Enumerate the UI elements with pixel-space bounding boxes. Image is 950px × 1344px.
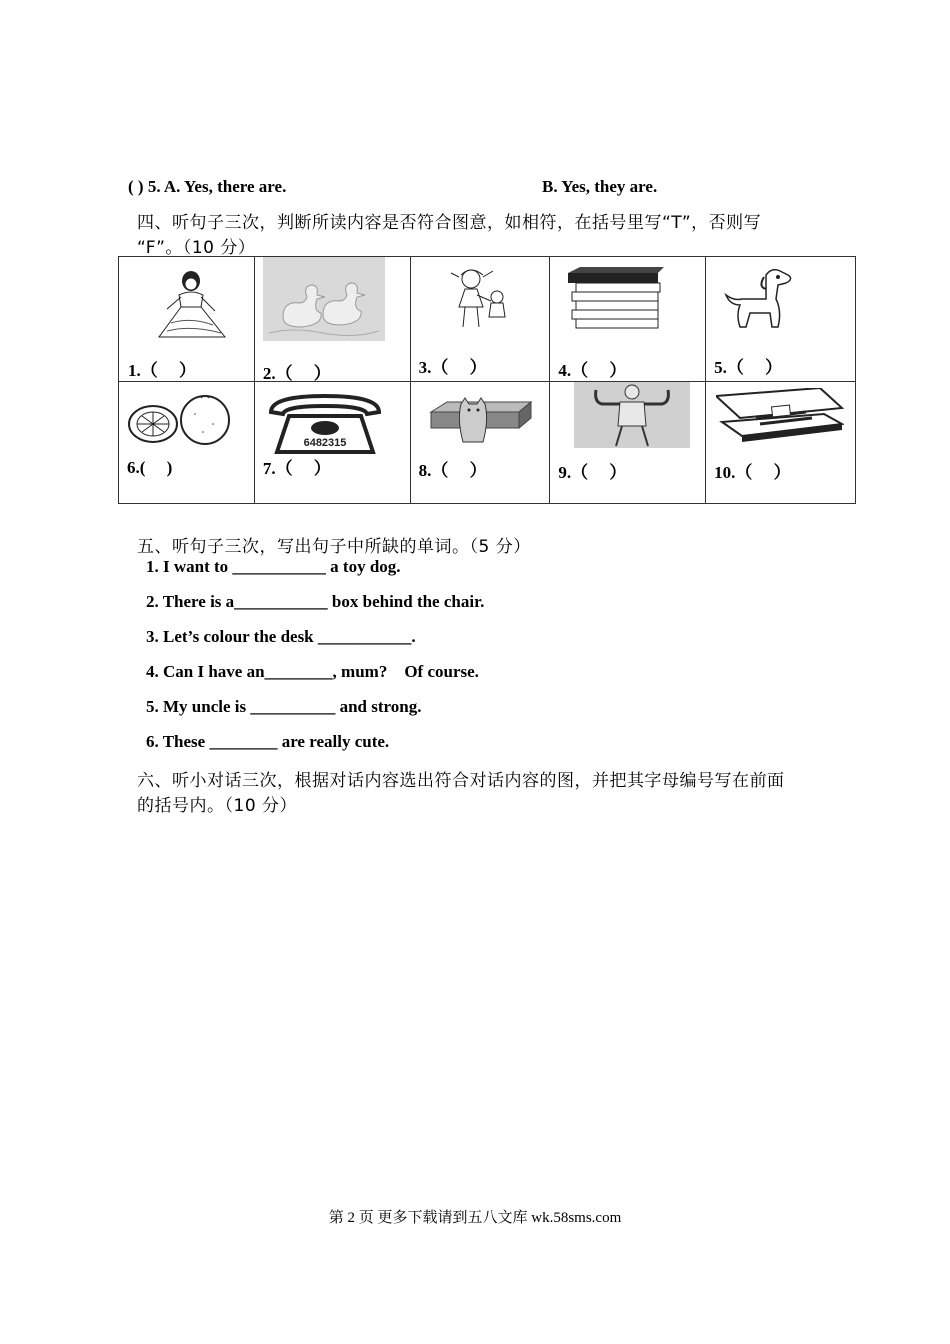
picture-cell-label: 10.（ ） — [714, 463, 791, 482]
picture-cell-6 — [119, 382, 255, 504]
question-5-option-b: B. Yes, they are. — [542, 177, 658, 196]
picture-cell-label: 4.（ ） — [558, 361, 627, 380]
stack-of-books-icon — [564, 267, 666, 335]
dog-icon — [716, 265, 806, 333]
picture-cell-8 — [410, 382, 550, 504]
fill-in-item-6: 6. These ________ are really cute. — [146, 732, 390, 751]
picture-cell-label: 9.（ ） — [558, 463, 627, 482]
picture-cell-2 — [254, 257, 410, 382]
fill-in-item-1: 1. I want to ___________ a toy dog. — [146, 557, 401, 576]
fill-in-item-3: 3. Let’s colour the desk ___________. — [146, 627, 416, 646]
strong-man-icon — [574, 382, 690, 448]
girl-with-doll-icon — [437, 265, 527, 335]
section-4-heading-line2: “F”。（10 分） — [137, 238, 256, 258]
pencil-box-icon — [716, 388, 844, 446]
picture-cell-10 — [706, 382, 856, 504]
cat-behind-box-icon — [427, 396, 535, 444]
picture-cell-label: 7.（ ） — [262, 459, 331, 478]
section-4-heading-line1: 四、听句子三次，判断所读内容是否符合图意，如相符，在括号里写“T”，否则写 — [137, 213, 762, 233]
picture-cell-4 — [550, 257, 706, 382]
fill-in-item-5: 5. My uncle is __________ and strong. — [146, 697, 422, 716]
picture-cell-5 — [706, 257, 856, 382]
section-6-heading-line1: 六、听小对话三次，根据对话内容选出符合对话内容的图，并把其字母编号写在前面 — [137, 771, 785, 791]
picture-cell-3 — [410, 257, 550, 382]
picture-cell-label: 1.（ ） — [128, 361, 196, 380]
picture-cell-9 — [550, 382, 706, 504]
fill-in-item-4: 4. Can I have an________, mum? Of course. — [146, 662, 479, 681]
section-6-heading-line2: 的括号内。（10 分） — [137, 796, 298, 816]
fill-in-item-2: 2. There is a___________ box behind the chair. — [146, 592, 485, 611]
phone-number: 6482315 — [303, 437, 347, 449]
picture-cell-7 — [254, 382, 410, 504]
question-5-prefix: ( ) 5. A. Yes, there are. — [128, 177, 287, 196]
picture-judgement-table — [118, 256, 856, 504]
picture-cell-1 — [119, 257, 255, 382]
page-footer: 第 2 页 更多下载请到五八文库 wk.58sms.com — [328, 1210, 622, 1226]
section-5-heading: 五、听句子三次，写出句子中所缺的单词。（5 分） — [137, 537, 531, 557]
picture-cell-label: 2.（ ） — [262, 364, 331, 383]
orange-icon — [125, 394, 237, 446]
ducks-swimming-icon — [263, 257, 385, 341]
picture-cell-label: 8.（ ） — [418, 461, 487, 480]
telephone-icon — [265, 390, 385, 456]
snow-white-princess-icon — [141, 263, 241, 341]
picture-cell-label: 6.( ) — [127, 458, 173, 477]
picture-cell-label: 3.（ ） — [418, 358, 487, 377]
picture-cell-label: 5.（ ） — [714, 358, 783, 377]
